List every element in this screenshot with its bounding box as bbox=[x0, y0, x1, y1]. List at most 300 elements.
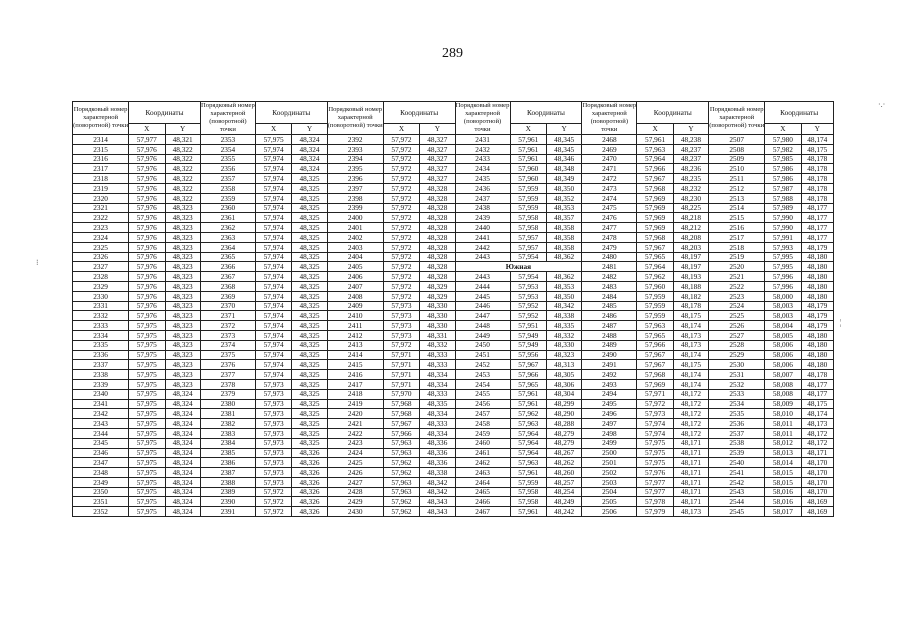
point-number-cell: 2496 bbox=[582, 409, 637, 419]
point-number-cell: 2378 bbox=[200, 379, 255, 389]
x-coordinate-cell: 58,008 bbox=[765, 379, 801, 389]
point-number-cell: 2324 bbox=[73, 232, 129, 242]
point-number-cell: 2399 bbox=[327, 203, 383, 213]
point-number-cell: 2537 bbox=[709, 428, 765, 438]
x-coordinate-cell: 57,961 bbox=[637, 135, 673, 145]
x-coordinate-cell: 57,978 bbox=[637, 497, 673, 507]
y-coordinate-cell: 48,260 bbox=[546, 468, 581, 478]
point-number-cell: 2447 bbox=[455, 311, 510, 321]
table-row bbox=[73, 448, 834, 458]
x-coordinate-cell: 57,973 bbox=[255, 389, 291, 399]
x-coordinate-cell: 57,974 bbox=[255, 232, 291, 242]
x-coordinate-cell: 57,987 bbox=[765, 183, 801, 193]
point-number-cell: 2539 bbox=[709, 448, 765, 458]
x-coordinate-cell: 57,971 bbox=[637, 389, 673, 399]
y-coordinate-cell: 48,180 bbox=[801, 262, 833, 272]
y-coordinate-cell: 48,203 bbox=[673, 242, 708, 252]
x-coordinate-cell: 57,969 bbox=[637, 193, 673, 203]
x-coordinate-cell: 58,006 bbox=[765, 350, 801, 360]
y-coordinate-cell: 48,171 bbox=[673, 477, 708, 487]
x-coordinate-cell: 58,016 bbox=[765, 497, 801, 507]
point-number-cell: 2353 bbox=[200, 135, 255, 145]
y-coordinate-cell: 48,180 bbox=[801, 360, 833, 370]
x-coordinate-cell: 57,973 bbox=[255, 468, 291, 478]
point-number-cell: 2462 bbox=[455, 458, 510, 468]
y-coordinate-cell: 48,326 bbox=[292, 487, 327, 497]
point-number-cell: 2465 bbox=[455, 487, 510, 497]
x-coordinate-cell: 57,952 bbox=[510, 311, 546, 321]
y-coordinate-cell: 48,323 bbox=[165, 321, 200, 331]
point-number-cell: 2498 bbox=[582, 428, 637, 438]
x-coordinate-cell: 57,976 bbox=[129, 242, 165, 252]
x-coordinate-cell: 57,982 bbox=[765, 144, 801, 154]
x-coordinate-cell: 57,972 bbox=[383, 340, 419, 350]
x-coordinate-cell: 57,972 bbox=[383, 135, 419, 145]
table-row bbox=[73, 272, 834, 282]
point-number-cell: 2337 bbox=[73, 360, 129, 370]
y-coordinate-cell: 48,334 bbox=[420, 428, 455, 438]
x-coordinate-cell: 57,975 bbox=[129, 389, 165, 399]
point-number-cell: 2523 bbox=[709, 291, 765, 301]
x-coordinate-cell: 57,974 bbox=[255, 272, 291, 282]
y-coordinate-cell: 48,178 bbox=[801, 183, 833, 193]
y-coordinate-cell: 48,174 bbox=[673, 379, 708, 389]
x-coordinate-cell: 57,968 bbox=[383, 409, 419, 419]
x-coordinate-cell: 57,964 bbox=[510, 428, 546, 438]
x-coordinate-cell: 57,976 bbox=[129, 262, 165, 272]
x-coordinate-cell: 57,976 bbox=[129, 311, 165, 321]
x-coordinate-cell: 57,973 bbox=[255, 409, 291, 419]
x-coordinate-cell: 57,965 bbox=[637, 252, 673, 262]
x-coordinate-cell: 57,995 bbox=[765, 252, 801, 262]
point-number-cell: 2362 bbox=[200, 223, 255, 233]
y-coordinate-cell: 48,322 bbox=[165, 174, 200, 184]
x-coordinate-cell: 57,975 bbox=[129, 360, 165, 370]
point-number-cell: 2512 bbox=[709, 183, 765, 193]
x-coordinate-cell: 57,974 bbox=[255, 164, 291, 174]
header-coordinates: Координаты bbox=[129, 102, 201, 124]
point-number-cell: 2364 bbox=[200, 242, 255, 252]
y-coordinate-cell: 48,238 bbox=[673, 135, 708, 145]
x-coordinate-cell: 57,972 bbox=[383, 262, 419, 272]
point-number-cell: 2387 bbox=[200, 468, 255, 478]
point-number-cell: 2514 bbox=[709, 203, 765, 213]
table-row bbox=[73, 291, 834, 301]
point-number-cell: 2434 bbox=[455, 164, 510, 174]
y-coordinate-cell: 48,279 bbox=[546, 428, 581, 438]
x-coordinate-cell: 57,974 bbox=[255, 213, 291, 223]
x-coordinate-cell: 57,966 bbox=[637, 164, 673, 174]
x-coordinate-cell: 57,967 bbox=[383, 419, 419, 429]
x-coordinate-cell: 57,972 bbox=[383, 291, 419, 301]
y-coordinate-cell: 48,179 bbox=[801, 301, 833, 311]
x-coordinate-cell: 57,964 bbox=[510, 448, 546, 458]
point-number-cell: 2445 bbox=[455, 291, 510, 301]
x-coordinate-cell: 57,961 bbox=[510, 135, 546, 145]
point-number-cell: 2439 bbox=[455, 213, 510, 223]
y-coordinate-cell: 48,177 bbox=[801, 379, 833, 389]
table-row bbox=[73, 164, 834, 174]
point-number-cell: 2479 bbox=[582, 242, 637, 252]
table-row bbox=[73, 183, 834, 193]
point-number-cell: 2418 bbox=[327, 389, 383, 399]
point-number-cell: 2504 bbox=[582, 487, 637, 497]
y-coordinate-cell: 48,172 bbox=[673, 399, 708, 409]
x-coordinate-cell: 58,011 bbox=[765, 428, 801, 438]
y-coordinate-cell: 48,324 bbox=[165, 438, 200, 448]
x-coordinate-cell: 57,972 bbox=[383, 232, 419, 242]
x-coordinate-cell: 58,016 bbox=[765, 487, 801, 497]
y-coordinate-cell: 48,323 bbox=[165, 301, 200, 311]
point-number-cell: 2321 bbox=[73, 203, 129, 213]
x-coordinate-cell: 57,973 bbox=[255, 438, 291, 448]
point-number-cell: 2383 bbox=[200, 428, 255, 438]
point-number-cell: 2451 bbox=[455, 350, 510, 360]
point-number-cell: 2331 bbox=[73, 301, 129, 311]
y-coordinate-cell: 48,332 bbox=[420, 340, 455, 350]
y-coordinate-cell: 48,324 bbox=[165, 399, 200, 409]
x-coordinate-cell: 57,962 bbox=[383, 458, 419, 468]
y-coordinate-cell: 48,334 bbox=[420, 370, 455, 380]
x-coordinate-cell: 57,973 bbox=[383, 321, 419, 331]
point-number-cell: 2505 bbox=[582, 497, 637, 507]
point-number-cell: 2423 bbox=[327, 438, 383, 448]
y-coordinate-cell: 48,180 bbox=[801, 272, 833, 282]
point-number-cell: 2401 bbox=[327, 223, 383, 233]
point-number-cell: 2375 bbox=[200, 350, 255, 360]
x-coordinate-cell: 57,963 bbox=[637, 321, 673, 331]
x-coordinate-cell: 58,010 bbox=[765, 409, 801, 419]
y-coordinate-cell: 48,174 bbox=[801, 409, 833, 419]
y-coordinate-cell: 48,325 bbox=[292, 301, 327, 311]
point-number-cell: 2500 bbox=[582, 448, 637, 458]
x-coordinate-cell: 57,967 bbox=[510, 360, 546, 370]
point-number-cell: 2463 bbox=[455, 468, 510, 478]
point-number-cell: 2428 bbox=[327, 487, 383, 497]
x-coordinate-cell: 57,968 bbox=[637, 232, 673, 242]
y-coordinate-cell: 48,325 bbox=[292, 370, 327, 380]
y-coordinate-cell: 48,325 bbox=[292, 223, 327, 233]
x-coordinate-cell: 58,005 bbox=[765, 330, 801, 340]
x-coordinate-cell: 57,976 bbox=[129, 154, 165, 164]
y-coordinate-cell: 48,172 bbox=[673, 409, 708, 419]
point-number-cell: 2507 bbox=[709, 135, 765, 145]
point-number-cell: 2416 bbox=[327, 370, 383, 380]
y-coordinate-cell: 48,325 bbox=[292, 272, 327, 282]
y-coordinate-cell: 48,342 bbox=[420, 487, 455, 497]
y-coordinate-cell: 48,175 bbox=[673, 360, 708, 370]
point-number-cell: 2382 bbox=[200, 419, 255, 429]
x-coordinate-cell: 57,959 bbox=[510, 477, 546, 487]
x-coordinate-cell: 57,973 bbox=[255, 428, 291, 438]
x-coordinate-cell: 57,952 bbox=[510, 301, 546, 311]
y-coordinate-cell: 48,178 bbox=[801, 193, 833, 203]
x-coordinate-cell: 57,974 bbox=[255, 291, 291, 301]
page-number: 289 bbox=[442, 46, 463, 61]
point-number-cell: 2356 bbox=[200, 164, 255, 174]
point-number-cell: 2350 bbox=[73, 487, 129, 497]
point-number-cell: 2414 bbox=[327, 350, 383, 360]
x-coordinate-cell: 57,966 bbox=[637, 340, 673, 350]
x-coordinate-cell: 57,959 bbox=[637, 301, 673, 311]
x-coordinate-cell: 57,985 bbox=[765, 154, 801, 164]
y-coordinate-cell: 48,218 bbox=[673, 213, 708, 223]
table-row bbox=[73, 477, 834, 487]
y-coordinate-cell: 48,328 bbox=[420, 262, 455, 272]
point-number-cell: 2366 bbox=[200, 262, 255, 272]
y-coordinate-cell: 48,324 bbox=[165, 477, 200, 487]
point-number-cell: 2328 bbox=[73, 272, 129, 282]
y-coordinate-cell: 48,178 bbox=[801, 174, 833, 184]
point-number-cell: 2484 bbox=[582, 291, 637, 301]
header-coordinates: Координаты bbox=[383, 102, 455, 124]
point-number-cell: 2384 bbox=[200, 438, 255, 448]
x-coordinate-cell: 57,974 bbox=[255, 183, 291, 193]
y-coordinate-cell: 48,323 bbox=[165, 232, 200, 242]
point-number-cell: 2413 bbox=[327, 340, 383, 350]
x-coordinate-cell: 57,977 bbox=[637, 477, 673, 487]
x-coordinate-cell: 57,973 bbox=[255, 399, 291, 409]
x-coordinate-cell: 57,973 bbox=[383, 311, 419, 321]
point-number-cell: 2472 bbox=[582, 174, 637, 184]
y-coordinate-cell: 48,327 bbox=[420, 174, 455, 184]
y-coordinate-cell: 48,325 bbox=[292, 360, 327, 370]
y-coordinate-cell: 48,328 bbox=[420, 223, 455, 233]
y-coordinate-cell: 48,323 bbox=[165, 213, 200, 223]
point-number-cell: 2388 bbox=[200, 477, 255, 487]
x-coordinate-cell: 57,975 bbox=[255, 135, 291, 145]
point-number-cell: 2412 bbox=[327, 330, 383, 340]
point-number-cell: 2446 bbox=[455, 301, 510, 311]
y-coordinate-cell: 48,350 bbox=[546, 183, 581, 193]
x-coordinate-cell: 57,974 bbox=[255, 252, 291, 262]
table-row bbox=[73, 340, 834, 350]
point-number-cell: 2429 bbox=[327, 497, 383, 507]
point-number-cell: 2530 bbox=[709, 360, 765, 370]
point-number-cell: 2411 bbox=[327, 321, 383, 331]
point-number-cell: 2379 bbox=[200, 389, 255, 399]
y-coordinate-cell: 48,182 bbox=[673, 291, 708, 301]
point-number-cell: 2341 bbox=[73, 399, 129, 409]
point-number-cell: 2532 bbox=[709, 379, 765, 389]
point-number-cell: 2327 bbox=[73, 262, 129, 272]
x-coordinate-cell: 57,979 bbox=[637, 507, 673, 517]
point-number-cell: 2367 bbox=[200, 272, 255, 282]
y-coordinate-cell: 48,353 bbox=[546, 281, 581, 291]
x-coordinate-cell: 57,967 bbox=[637, 360, 673, 370]
y-coordinate-cell: 48,325 bbox=[292, 379, 327, 389]
y-coordinate-cell: 48,257 bbox=[546, 477, 581, 487]
point-number-cell: 2339 bbox=[73, 379, 129, 389]
y-coordinate-cell: 48,325 bbox=[292, 242, 327, 252]
point-number-cell: 2407 bbox=[327, 281, 383, 291]
x-coordinate-cell: 58,015 bbox=[765, 468, 801, 478]
y-coordinate-cell: 48,325 bbox=[292, 399, 327, 409]
y-coordinate-cell: 48,325 bbox=[292, 330, 327, 340]
point-number-cell: 2455 bbox=[455, 389, 510, 399]
x-coordinate-cell: 57,969 bbox=[637, 213, 673, 223]
point-number-cell: 2396 bbox=[327, 174, 383, 184]
point-number-cell: 2481 bbox=[582, 262, 637, 272]
y-coordinate-cell: 48,170 bbox=[801, 477, 833, 487]
table-row bbox=[73, 468, 834, 478]
y-coordinate-cell: 48,299 bbox=[546, 399, 581, 409]
point-number-cell: 2442 bbox=[455, 242, 510, 252]
x-coordinate-cell: 57,975 bbox=[129, 399, 165, 409]
point-number-cell: 2394 bbox=[327, 154, 383, 164]
x-coordinate-cell: 57,974 bbox=[255, 262, 291, 272]
x-coordinate-cell: 57,951 bbox=[510, 321, 546, 331]
point-number-cell: 2406 bbox=[327, 272, 383, 282]
point-number-cell: 2513 bbox=[709, 193, 765, 203]
y-coordinate-cell: 48,326 bbox=[292, 468, 327, 478]
point-number-cell: 2438 bbox=[455, 203, 510, 213]
point-number-cell: 2510 bbox=[709, 164, 765, 174]
y-coordinate-cell: 48,178 bbox=[673, 301, 708, 311]
y-coordinate-cell: 48,180 bbox=[801, 330, 833, 340]
table-row bbox=[73, 438, 834, 448]
table-row bbox=[73, 154, 834, 164]
point-number-cell: 2490 bbox=[582, 350, 637, 360]
x-coordinate-cell: 57,974 bbox=[255, 203, 291, 213]
x-coordinate-cell: 57,958 bbox=[510, 487, 546, 497]
y-coordinate-cell: 48,325 bbox=[292, 232, 327, 242]
y-coordinate-cell: 48,362 bbox=[546, 252, 581, 262]
y-coordinate-cell: 48,327 bbox=[420, 164, 455, 174]
point-number-cell: 2482 bbox=[582, 272, 637, 282]
table-row bbox=[73, 419, 834, 429]
x-coordinate-cell: 57,971 bbox=[383, 379, 419, 389]
x-coordinate-cell: 57,974 bbox=[255, 193, 291, 203]
y-coordinate-cell: 48,362 bbox=[546, 272, 581, 282]
x-coordinate-cell: 58,009 bbox=[765, 399, 801, 409]
y-coordinate-cell: 48,324 bbox=[292, 154, 327, 164]
y-coordinate-cell: 48,237 bbox=[673, 144, 708, 154]
point-number-cell: 2519 bbox=[709, 252, 765, 262]
x-coordinate-cell: 58,003 bbox=[765, 301, 801, 311]
point-number-cell: 2368 bbox=[200, 281, 255, 291]
y-coordinate-cell: 48,177 bbox=[801, 223, 833, 233]
point-number-cell: 2322 bbox=[73, 213, 129, 223]
y-coordinate-cell: 48,324 bbox=[165, 468, 200, 478]
x-coordinate-cell: 57,961 bbox=[510, 399, 546, 409]
x-coordinate-cell: 58,015 bbox=[765, 477, 801, 487]
y-coordinate-cell: 48,322 bbox=[165, 183, 200, 193]
y-coordinate-cell: 48,336 bbox=[420, 458, 455, 468]
x-coordinate-cell: 57,971 bbox=[383, 360, 419, 370]
coordinates-table bbox=[72, 101, 834, 517]
point-number-cell: 2385 bbox=[200, 448, 255, 458]
x-coordinate-cell: 57,969 bbox=[637, 379, 673, 389]
point-number-cell: 2524 bbox=[709, 301, 765, 311]
y-coordinate-cell: 48,324 bbox=[165, 458, 200, 468]
x-coordinate-cell: 57,986 bbox=[765, 174, 801, 184]
x-coordinate-cell: 57,974 bbox=[255, 154, 291, 164]
x-coordinate-cell: 57,991 bbox=[765, 232, 801, 242]
y-coordinate-cell: 48,173 bbox=[801, 419, 833, 429]
y-coordinate-cell: 48,323 bbox=[165, 223, 200, 233]
x-coordinate-cell: 57,974 bbox=[255, 144, 291, 154]
x-coordinate-cell: 57,967 bbox=[637, 174, 673, 184]
y-coordinate-cell: 48,172 bbox=[673, 419, 708, 429]
x-coordinate-cell: 57,972 bbox=[383, 174, 419, 184]
point-number-cell: 2440 bbox=[455, 223, 510, 233]
table-row bbox=[73, 350, 834, 360]
x-coordinate-cell: 57,974 bbox=[255, 242, 291, 252]
x-coordinate-cell: 57,968 bbox=[383, 399, 419, 409]
x-coordinate-cell: 57,975 bbox=[637, 448, 673, 458]
point-number-cell: 2534 bbox=[709, 399, 765, 409]
point-number-cell: 2347 bbox=[73, 458, 129, 468]
point-number-cell: 2314 bbox=[73, 135, 129, 145]
y-coordinate-cell: 48,324 bbox=[292, 144, 327, 154]
x-coordinate-cell: 57,976 bbox=[129, 232, 165, 242]
x-coordinate-cell: 57,972 bbox=[383, 252, 419, 262]
y-coordinate-cell: 48,328 bbox=[420, 242, 455, 252]
point-number-cell: 2336 bbox=[73, 350, 129, 360]
y-coordinate-cell: 48,323 bbox=[165, 370, 200, 380]
y-coordinate-cell: 48,172 bbox=[673, 389, 708, 399]
header-x: X bbox=[510, 124, 546, 135]
y-coordinate-cell: 48,323 bbox=[165, 272, 200, 282]
header-x: X bbox=[637, 124, 673, 135]
y-coordinate-cell: 48,242 bbox=[546, 507, 581, 517]
point-number-cell: 2335 bbox=[73, 340, 129, 350]
y-coordinate-cell: 48,325 bbox=[292, 419, 327, 429]
x-coordinate-cell: 57,972 bbox=[383, 272, 419, 282]
x-coordinate-cell: 57,972 bbox=[383, 281, 419, 291]
point-number-cell: 2358 bbox=[200, 183, 255, 193]
y-coordinate-cell: 48,174 bbox=[673, 350, 708, 360]
y-coordinate-cell: 48,323 bbox=[165, 242, 200, 252]
x-coordinate-cell: 57,960 bbox=[510, 164, 546, 174]
y-coordinate-cell: 48,357 bbox=[546, 213, 581, 223]
x-coordinate-cell: 57,953 bbox=[510, 281, 546, 291]
x-coordinate-cell: 57,972 bbox=[383, 183, 419, 193]
y-coordinate-cell: 48,170 bbox=[801, 468, 833, 478]
table-row bbox=[73, 507, 834, 517]
point-number-cell: 2538 bbox=[709, 438, 765, 448]
header-y: Y bbox=[292, 124, 327, 135]
x-coordinate-cell: 57,995 bbox=[765, 262, 801, 272]
header-point-number: Порядковый номер характерной (поворотной) точки bbox=[455, 102, 510, 133]
point-number-cell: 2470 bbox=[582, 154, 637, 164]
point-number-cell: 2372 bbox=[200, 321, 255, 331]
point-number-cell: 2517 bbox=[709, 232, 765, 242]
x-coordinate-cell: 57,966 bbox=[383, 428, 419, 438]
y-coordinate-cell: 48,267 bbox=[546, 448, 581, 458]
table-row bbox=[73, 144, 834, 154]
section-label: Южная bbox=[455, 262, 582, 272]
y-coordinate-cell: 48,323 bbox=[165, 360, 200, 370]
x-coordinate-cell: 57,962 bbox=[637, 272, 673, 282]
point-number-cell: 2326 bbox=[73, 252, 129, 262]
x-coordinate-cell: 57,963 bbox=[383, 448, 419, 458]
point-number-cell: 2471 bbox=[582, 164, 637, 174]
y-coordinate-cell: 48,325 bbox=[292, 438, 327, 448]
y-coordinate-cell: 48,329 bbox=[420, 281, 455, 291]
y-coordinate-cell: 48,325 bbox=[292, 321, 327, 331]
x-coordinate-cell: 57,974 bbox=[255, 223, 291, 233]
point-number-cell: 2476 bbox=[582, 213, 637, 223]
x-coordinate-cell: 57,975 bbox=[129, 458, 165, 468]
x-coordinate-cell: 57,996 bbox=[765, 272, 801, 282]
x-coordinate-cell: 58,000 bbox=[765, 291, 801, 301]
y-coordinate-cell: 48,323 bbox=[165, 330, 200, 340]
y-coordinate-cell: 48,173 bbox=[673, 507, 708, 517]
y-coordinate-cell: 48,333 bbox=[420, 350, 455, 360]
header-y: Y bbox=[165, 124, 200, 135]
